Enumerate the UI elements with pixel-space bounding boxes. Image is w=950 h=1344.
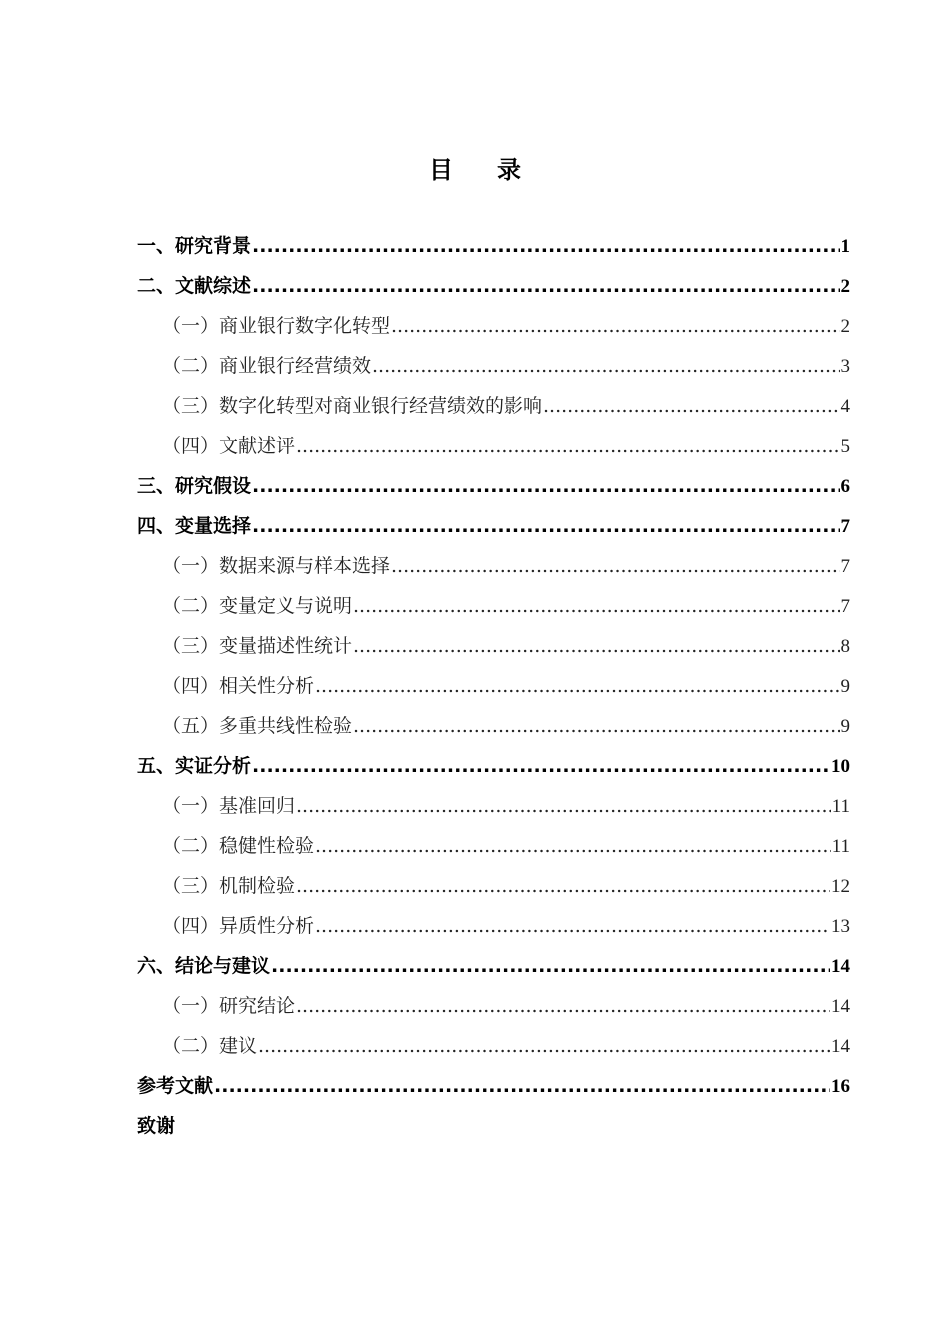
toc-page-number: 7 <box>840 596 850 617</box>
toc-entry-label: 三、研究假设 <box>137 475 252 497</box>
toc-entry-label: （三）数字化转型对商业银行经营绩效的影响 <box>162 395 543 417</box>
toc-entry-label: （五）多重共线性检验 <box>162 715 353 737</box>
toc-leader-dots <box>252 746 830 786</box>
toc-page-number: 13 <box>831 916 850 937</box>
toc-leader-dots <box>296 786 831 826</box>
toc-leader-dots <box>271 946 830 986</box>
toc-page-number: 8 <box>840 636 850 657</box>
toc-leader-dots <box>252 506 839 546</box>
toc-leader-dots <box>296 426 839 466</box>
toc-entry-section[interactable] <box>137 826 850 866</box>
toc-entry-label: （一）研究结论 <box>162 995 296 1017</box>
toc-entry-label: （四）异质性分析 <box>162 915 315 937</box>
toc-leader-dots <box>214 1066 830 1106</box>
toc-entry-chapter[interactable] <box>137 746 850 786</box>
toc-page-number: 10 <box>831 756 850 777</box>
toc-entry-label: （四）文献述评 <box>162 435 296 457</box>
toc-page-number: 14 <box>831 996 850 1017</box>
toc-leader-dots <box>353 626 839 666</box>
toc-page-number: 1 <box>840 236 850 257</box>
toc-entry-label: （一）基准回归 <box>162 795 296 817</box>
toc-entry-chapter[interactable] <box>137 946 850 986</box>
toc-entry-section[interactable] <box>137 386 850 426</box>
toc-leader-dots <box>391 546 839 586</box>
toc-leader-dots <box>258 1026 830 1066</box>
toc-title-char-2: 录 <box>497 156 521 184</box>
toc-page-number: 11 <box>831 796 850 817</box>
toc-entry-section[interactable] <box>137 706 850 746</box>
toc-entry-label: 四、变量选择 <box>137 515 252 537</box>
toc-page-number: 7 <box>840 516 850 537</box>
toc-entry-chapter[interactable] <box>137 266 850 306</box>
toc-page-number: 14 <box>831 956 850 977</box>
toc-page-number: 2 <box>840 276 850 297</box>
toc-entry-chapter[interactable] <box>137 506 850 546</box>
toc-leader-dots <box>315 666 839 706</box>
toc-entry-chapter[interactable] <box>137 1066 850 1106</box>
toc-page-number: 7 <box>840 556 850 577</box>
toc-entry-label: （四）相关性分析 <box>162 675 315 697</box>
toc-entry-chapter[interactable] <box>137 1106 850 1146</box>
toc-leader-dots <box>252 226 839 266</box>
toc-entry-label: 致谢 <box>137 1115 176 1137</box>
toc-entry-section[interactable] <box>137 786 850 826</box>
toc-entry-section[interactable] <box>137 426 850 466</box>
toc-page-number: 4 <box>840 396 850 417</box>
toc-entry-chapter[interactable] <box>137 226 850 266</box>
toc-entry-section[interactable] <box>137 546 850 586</box>
toc-entry-section[interactable] <box>137 306 850 346</box>
toc-entry-section[interactable] <box>137 986 850 1026</box>
toc-entry-label: 二、文献综述 <box>137 275 252 297</box>
toc-entry-label: （三）变量描述性统计 <box>162 635 353 657</box>
toc-entry-label: （三）机制检验 <box>162 875 296 897</box>
toc-leader-dots <box>391 306 839 346</box>
toc-page-number: 9 <box>840 716 850 737</box>
toc-entry-label: 六、结论与建议 <box>137 955 271 977</box>
toc-entry-label: （一）商业银行数字化转型 <box>162 315 391 337</box>
toc-entry-section[interactable] <box>137 346 850 386</box>
toc-leader-dots <box>296 986 830 1026</box>
toc-entry-section[interactable] <box>137 906 850 946</box>
toc-entry-label: 五、实证分析 <box>137 755 252 777</box>
toc-entry-label: （二）变量定义与说明 <box>162 595 353 617</box>
toc-entry-label: 一、研究背景 <box>137 235 252 257</box>
toc-page-number: 11 <box>831 836 850 857</box>
toc-page-number: 5 <box>840 436 850 457</box>
toc-entry-label: （一）数据来源与样本选择 <box>162 555 391 577</box>
toc-entry-label: （二）稳健性检验 <box>162 835 315 857</box>
toc-entry-section[interactable] <box>137 626 850 666</box>
toc-leader-dots <box>315 906 830 946</box>
toc-entry-section[interactable] <box>137 666 850 706</box>
toc-page-number: 2 <box>840 316 850 337</box>
toc-entry-chapter[interactable] <box>137 466 850 506</box>
toc-entry-label: （二）商业银行经营绩效 <box>162 355 372 377</box>
toc-leader-dots <box>543 386 839 426</box>
toc-leader-dots <box>353 586 839 626</box>
toc-leader-dots <box>296 866 830 906</box>
toc-page-number: 6 <box>840 476 850 497</box>
toc-leader-dots <box>252 266 839 306</box>
toc-entry-section[interactable] <box>137 586 850 626</box>
toc-title-char-1: 目 <box>429 156 453 184</box>
toc-leader-dots <box>372 346 839 386</box>
toc-leader-dots <box>315 826 831 866</box>
toc-entry-section[interactable] <box>137 1026 850 1066</box>
toc-page-number: 9 <box>840 676 850 697</box>
table-of-contents <box>137 226 850 1146</box>
toc-entry-section[interactable] <box>137 866 850 906</box>
toc-leader-dots <box>353 706 839 746</box>
toc-leader-dots <box>252 466 839 506</box>
toc-page-number: 14 <box>831 1036 850 1057</box>
toc-title <box>0 150 950 185</box>
toc-page-number: 12 <box>831 876 850 897</box>
toc-page-number: 3 <box>840 356 850 377</box>
toc-entry-label: （二）建议 <box>162 1035 258 1057</box>
toc-entry-label: 参考文献 <box>137 1075 214 1097</box>
toc-page-number: 16 <box>831 1076 850 1097</box>
